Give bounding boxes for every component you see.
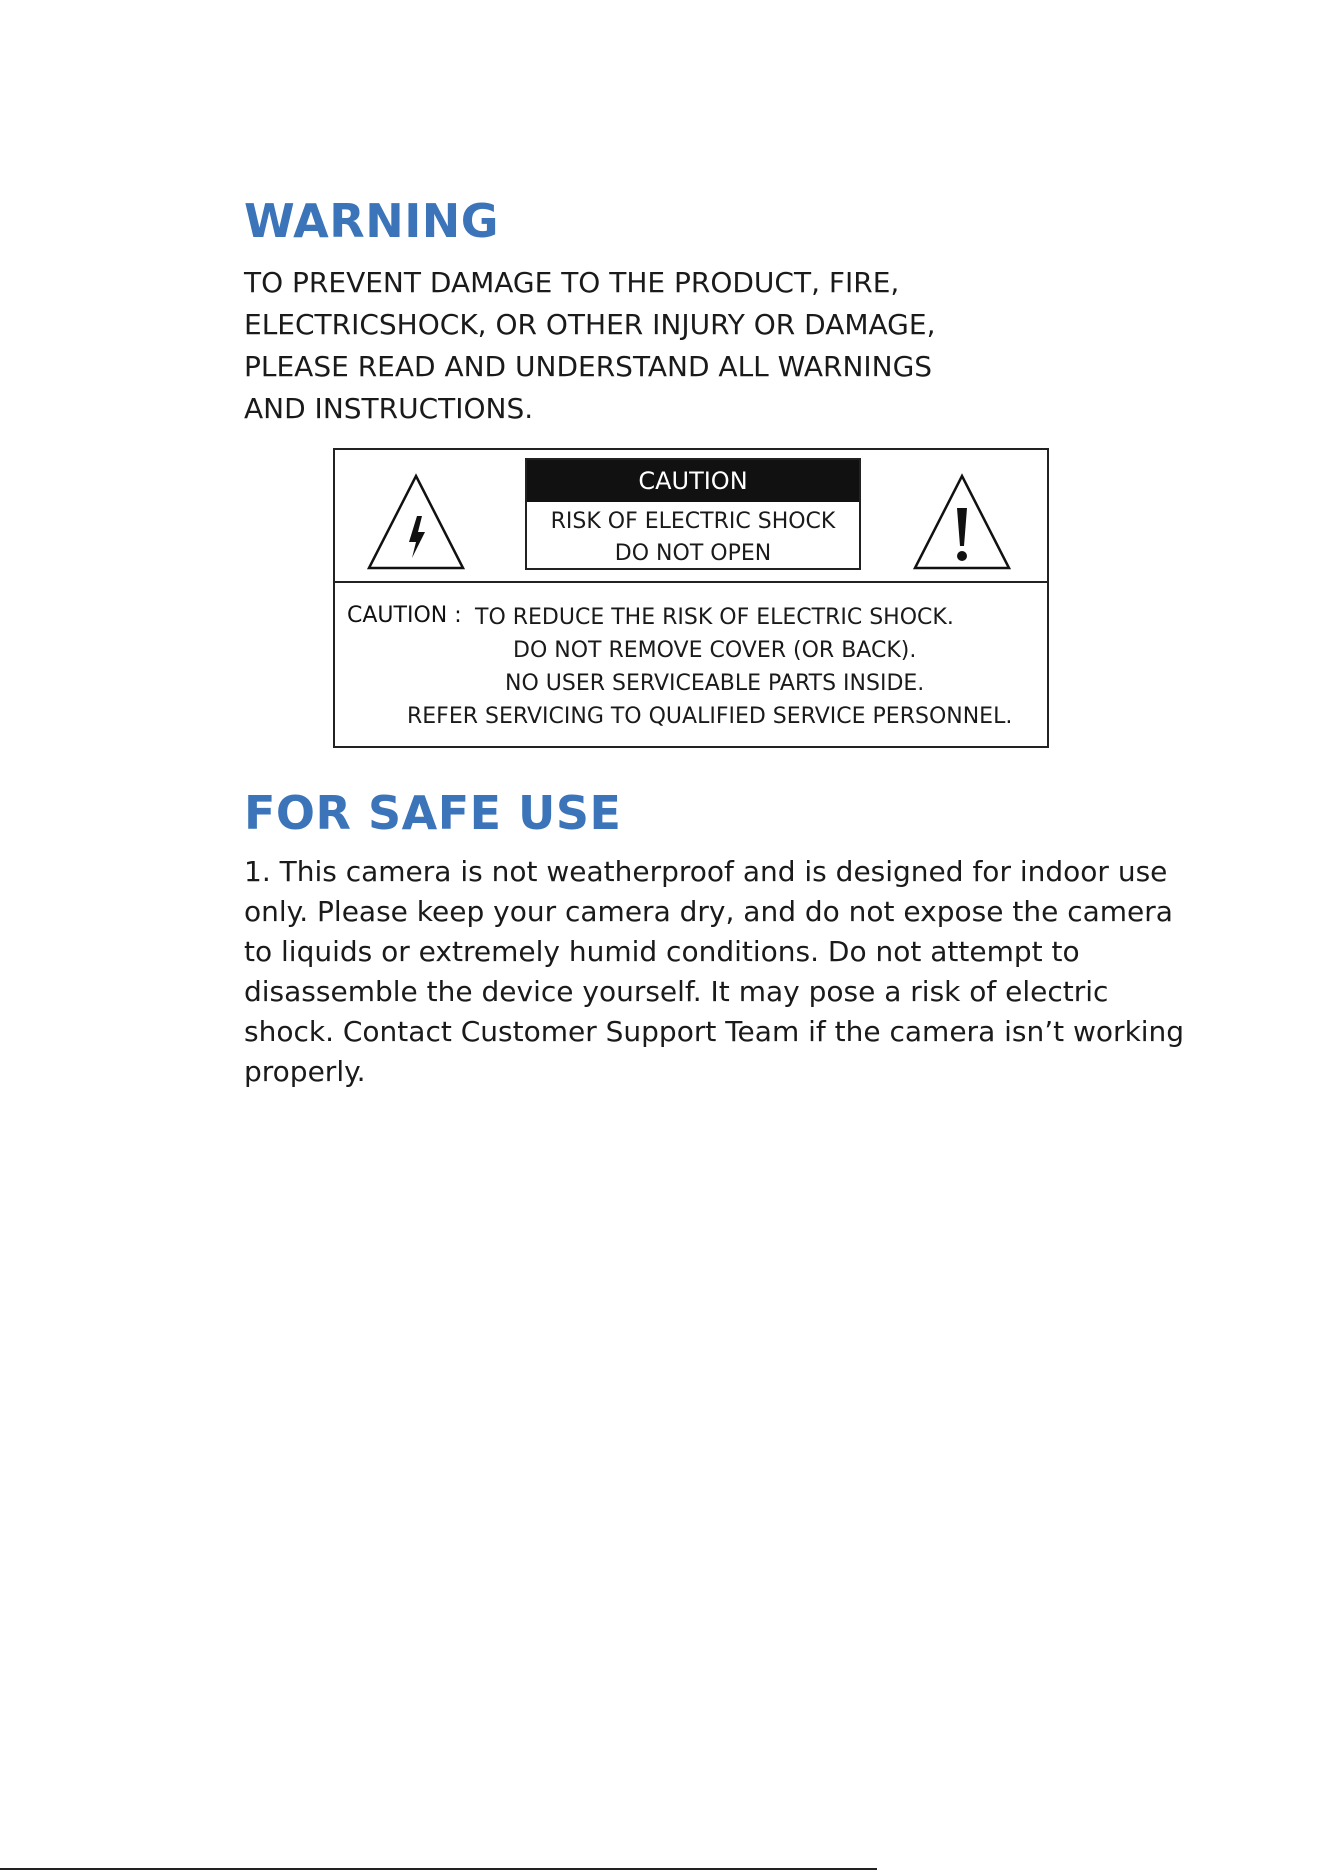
caution-statement-line: TO REDUCE THE RISK OF ELECTRIC SHOCK. [475, 605, 954, 630]
warning-text [244, 262, 935, 430]
caution-label [333, 448, 1049, 748]
caution-statement-line: REFER SERVICING TO QUALIFIED SERVICE PERSONNEL. [407, 704, 1013, 729]
caution-panel-line: RISK OF ELECTRIC SHOCK [550, 509, 836, 534]
caution-statement-lead: CAUTION : [347, 603, 462, 628]
warning-line: PLEASE READ AND UNDERSTAND ALL WARNINGS [244, 350, 933, 383]
safe-use-line: shock. Contact Customer Support Team if the camera isn’t working [244, 1015, 1185, 1048]
warning-line: TO PREVENT DAMAGE TO THE PRODUCT, FIRE, [244, 266, 900, 299]
safe-use-line: properly. [244, 1055, 366, 1088]
warning-line: ELECTRICSHOCK, OR OTHER INJURY OR DAMAGE, [244, 308, 936, 341]
caution-label-top [335, 450, 1047, 583]
footer-divider [0, 1868, 877, 1870]
safe-use-text [244, 852, 1184, 1092]
exclamation-warning-icon [911, 472, 1013, 572]
safe-use-heading: FOR SAFE USE [244, 786, 622, 840]
caution-panel-line: DO NOT OPEN [614, 541, 772, 566]
safe-use-line: to liquids or extremely humid conditions. Do not attempt to [244, 935, 1080, 968]
caution-statement [335, 583, 1047, 746]
safe-use-line: only. Please keep your camera dry, and do not expose the camera [244, 895, 1173, 928]
caution-title: CAUTION [527, 460, 859, 502]
safe-use-line: disassemble the device yourself. It may pose a risk of electric [244, 975, 1109, 1008]
caution-statement-line: DO NOT REMOVE COVER (OR BACK). [513, 638, 917, 663]
caution-statement-line: NO USER SERVICEABLE PARTS INSIDE. [505, 671, 925, 696]
electric-shock-warning-icon [365, 472, 467, 572]
caution-panel [525, 458, 861, 570]
warning-line: AND INSTRUCTIONS. [244, 392, 534, 425]
safe-use-line: 1. This camera is not weatherproof and is designed for indoor use [244, 855, 1168, 888]
warning-heading: WARNING [244, 194, 500, 248]
